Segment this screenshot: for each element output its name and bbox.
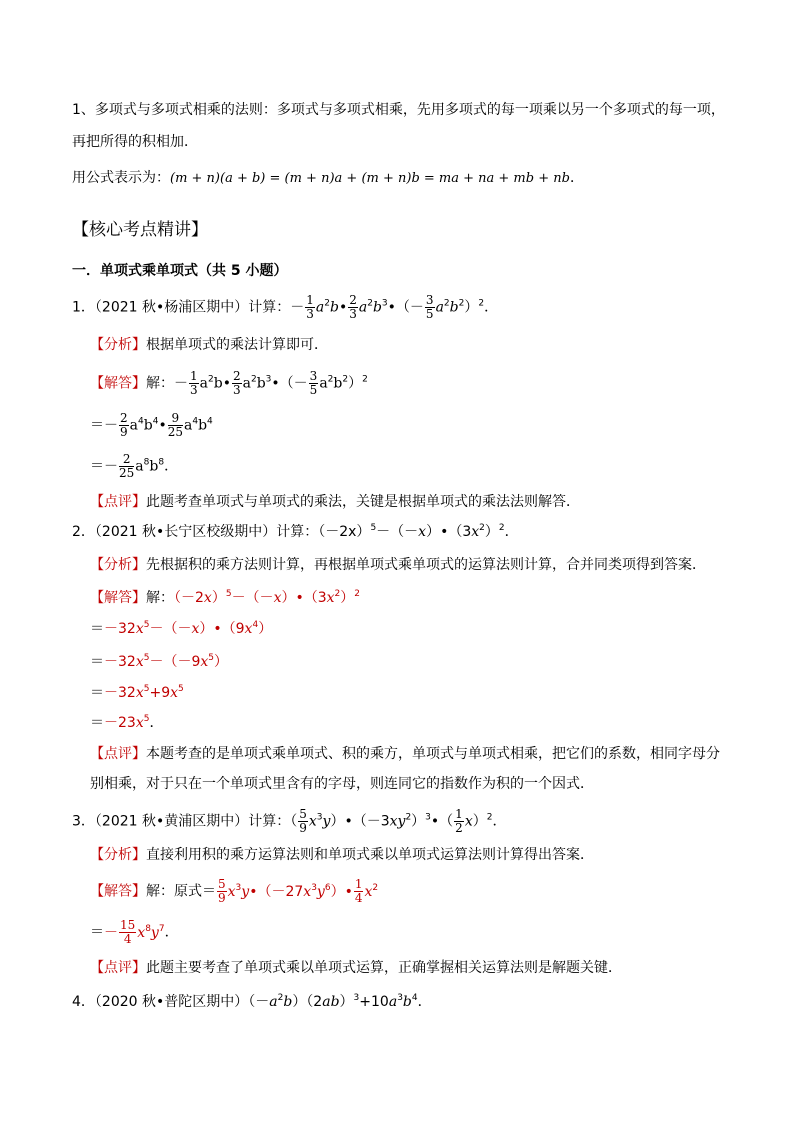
q3-comment-tag: 【点评】 <box>90 960 146 976</box>
q2-answer-tag: 【解答】 <box>90 590 146 606</box>
q2-comment-line-1: 【点评】本题考查的是单项式乘单项式、积的乘方，单项式与单项式相乘，把它们的系数，相同字母分 <box>90 746 720 762</box>
section-title: 【核心考点精讲】 <box>72 220 208 240</box>
q4-head: 4．（2020 秋•普陀区期中） <box>72 994 249 1010</box>
q1-answer: 【解答】解：－ $\frac{1}{3}$ $a^2b•$ $\frac{2}{3}$ $a^2b^3•(-$ $\frac{3}{5}$ $a^2b^2)^2$ <box>90 369 368 397</box>
q3-analysis-tag: 【分析】 <box>90 847 146 863</box>
q1-comment-tag: 【点评】 <box>90 494 146 510</box>
q2-analysis-tag: 【分析】 <box>90 557 146 573</box>
formula-label: 用公式表示为： <box>72 170 170 186</box>
q1-answer-tag: 【解答】 <box>90 375 146 392</box>
q2-answer: 【解答】解：$(-2x)^5-(-x)•(3x^2)^2$ <box>90 589 361 606</box>
q3-answer: 【解答】解：原式＝ $\frac{5}{9}$ $x^3y•(-27x^3y^6)•$ $\frac{1}{4}$ $x^2$ <box>90 877 379 905</box>
q2-comment-line-2: 别相乘，对于只在一个单项式里含有的字母，则连同它的指数作为积的一个因式． <box>90 776 594 792</box>
formula-line <box>72 168 584 189</box>
q3-analysis: 【分析】直接利用积的乘方运算法则和单项式乘以单项式运算法则计算得出答案． <box>90 847 594 863</box>
q3-answer-tag: 【解答】 <box>90 883 146 900</box>
q2-comment-tag: 【点评】 <box>90 746 146 762</box>
q2-step-2: $=-32x^5-(-9x^5)$ <box>90 653 229 670</box>
rule-line-1: 1、多项式与多项式相乘的法则：多项式与多项式相乘，先用多项式的每一项乘以另一个多项式的每一项， <box>72 102 725 118</box>
q1-step-2: ＝－ $\frac{2}{25}$ $a^8b^8$． <box>90 452 179 480</box>
q3-comment: 【点评】此题主要考查了单项式乘以单项式运算，正确掌握相关运算法则是解题关键． <box>90 960 622 976</box>
q1-stem: 1．（2021 秋•杨浦区期中）计算：－ $\frac{1}{3}$ $a^2b•$ $\frac{2}{3}$ $a^2b^3•(-$ $\frac{3}{5}$ $a^2b^2)^2$． <box>72 293 499 321</box>
q3-stem: 3．（2021 秋•黄浦区期中）计算：（ $\frac{5}{9}$ $x^3y)•(-3xy^2)^3•$（ $\frac{1}{2}$ x）$^2$． <box>72 807 507 835</box>
subsection-title: 一．单项式乘单项式（共 5 小题） <box>72 263 288 279</box>
q3-step-1: ＝－ $\frac{15}{4}$ $x^8y^7$． <box>90 918 179 946</box>
q2-step-1: $=-32x^5-(-x)•(9x^4)$ <box>90 620 273 637</box>
q2-step-3: $=-32x^5+9x^5$ <box>90 684 184 701</box>
q2-analysis: 【分析】先根据积的乘方法则计算，再根据单项式乘单项式的运算法则计算，合并同类项得到答案． <box>90 557 706 573</box>
q1-analysis-tag: 【分析】 <box>90 337 146 353</box>
q2-step-4: $=-23x^5$． <box>90 714 164 731</box>
q1-analysis: 【分析】根据单项式的乘法计算即可． <box>90 337 328 353</box>
formula: (m + n)(a + b) = (m + n)a + (m + n)b = ma + na + mb + nb <box>170 171 570 186</box>
q3-head: 3．（2021 秋•黄浦区期中）计算： <box>72 813 291 830</box>
rule-line-2: 再把所得的积相加． <box>72 134 198 150</box>
q1-head: 1．（2021 秋•杨浦区期中）计算： <box>72 299 291 316</box>
q2-head: 2．（2021 秋•长宁区校级期中）计算：（－2x） <box>72 524 371 540</box>
q1-comment: 【点评】此题考查单项式与单项式的乘法，关键是根据单项式的乘法法则解答． <box>90 494 580 510</box>
formula-end: ． <box>569 170 584 186</box>
q4-stem: 4．（2020 秋•普陀区期中）$(-a^2b)(2ab)^3+10a^3b^4$． <box>72 993 432 1010</box>
q1-step-1: ＝－ $\frac{2}{9}$ $a^4b^4•$ $\frac{9}{25}$ $a^4b^4$ <box>90 411 213 439</box>
q2-stem: 2．（2021 秋•长宁区校级期中）计算：$(-2x)^5-(-x)•(3x^2)^2$． <box>72 523 519 540</box>
